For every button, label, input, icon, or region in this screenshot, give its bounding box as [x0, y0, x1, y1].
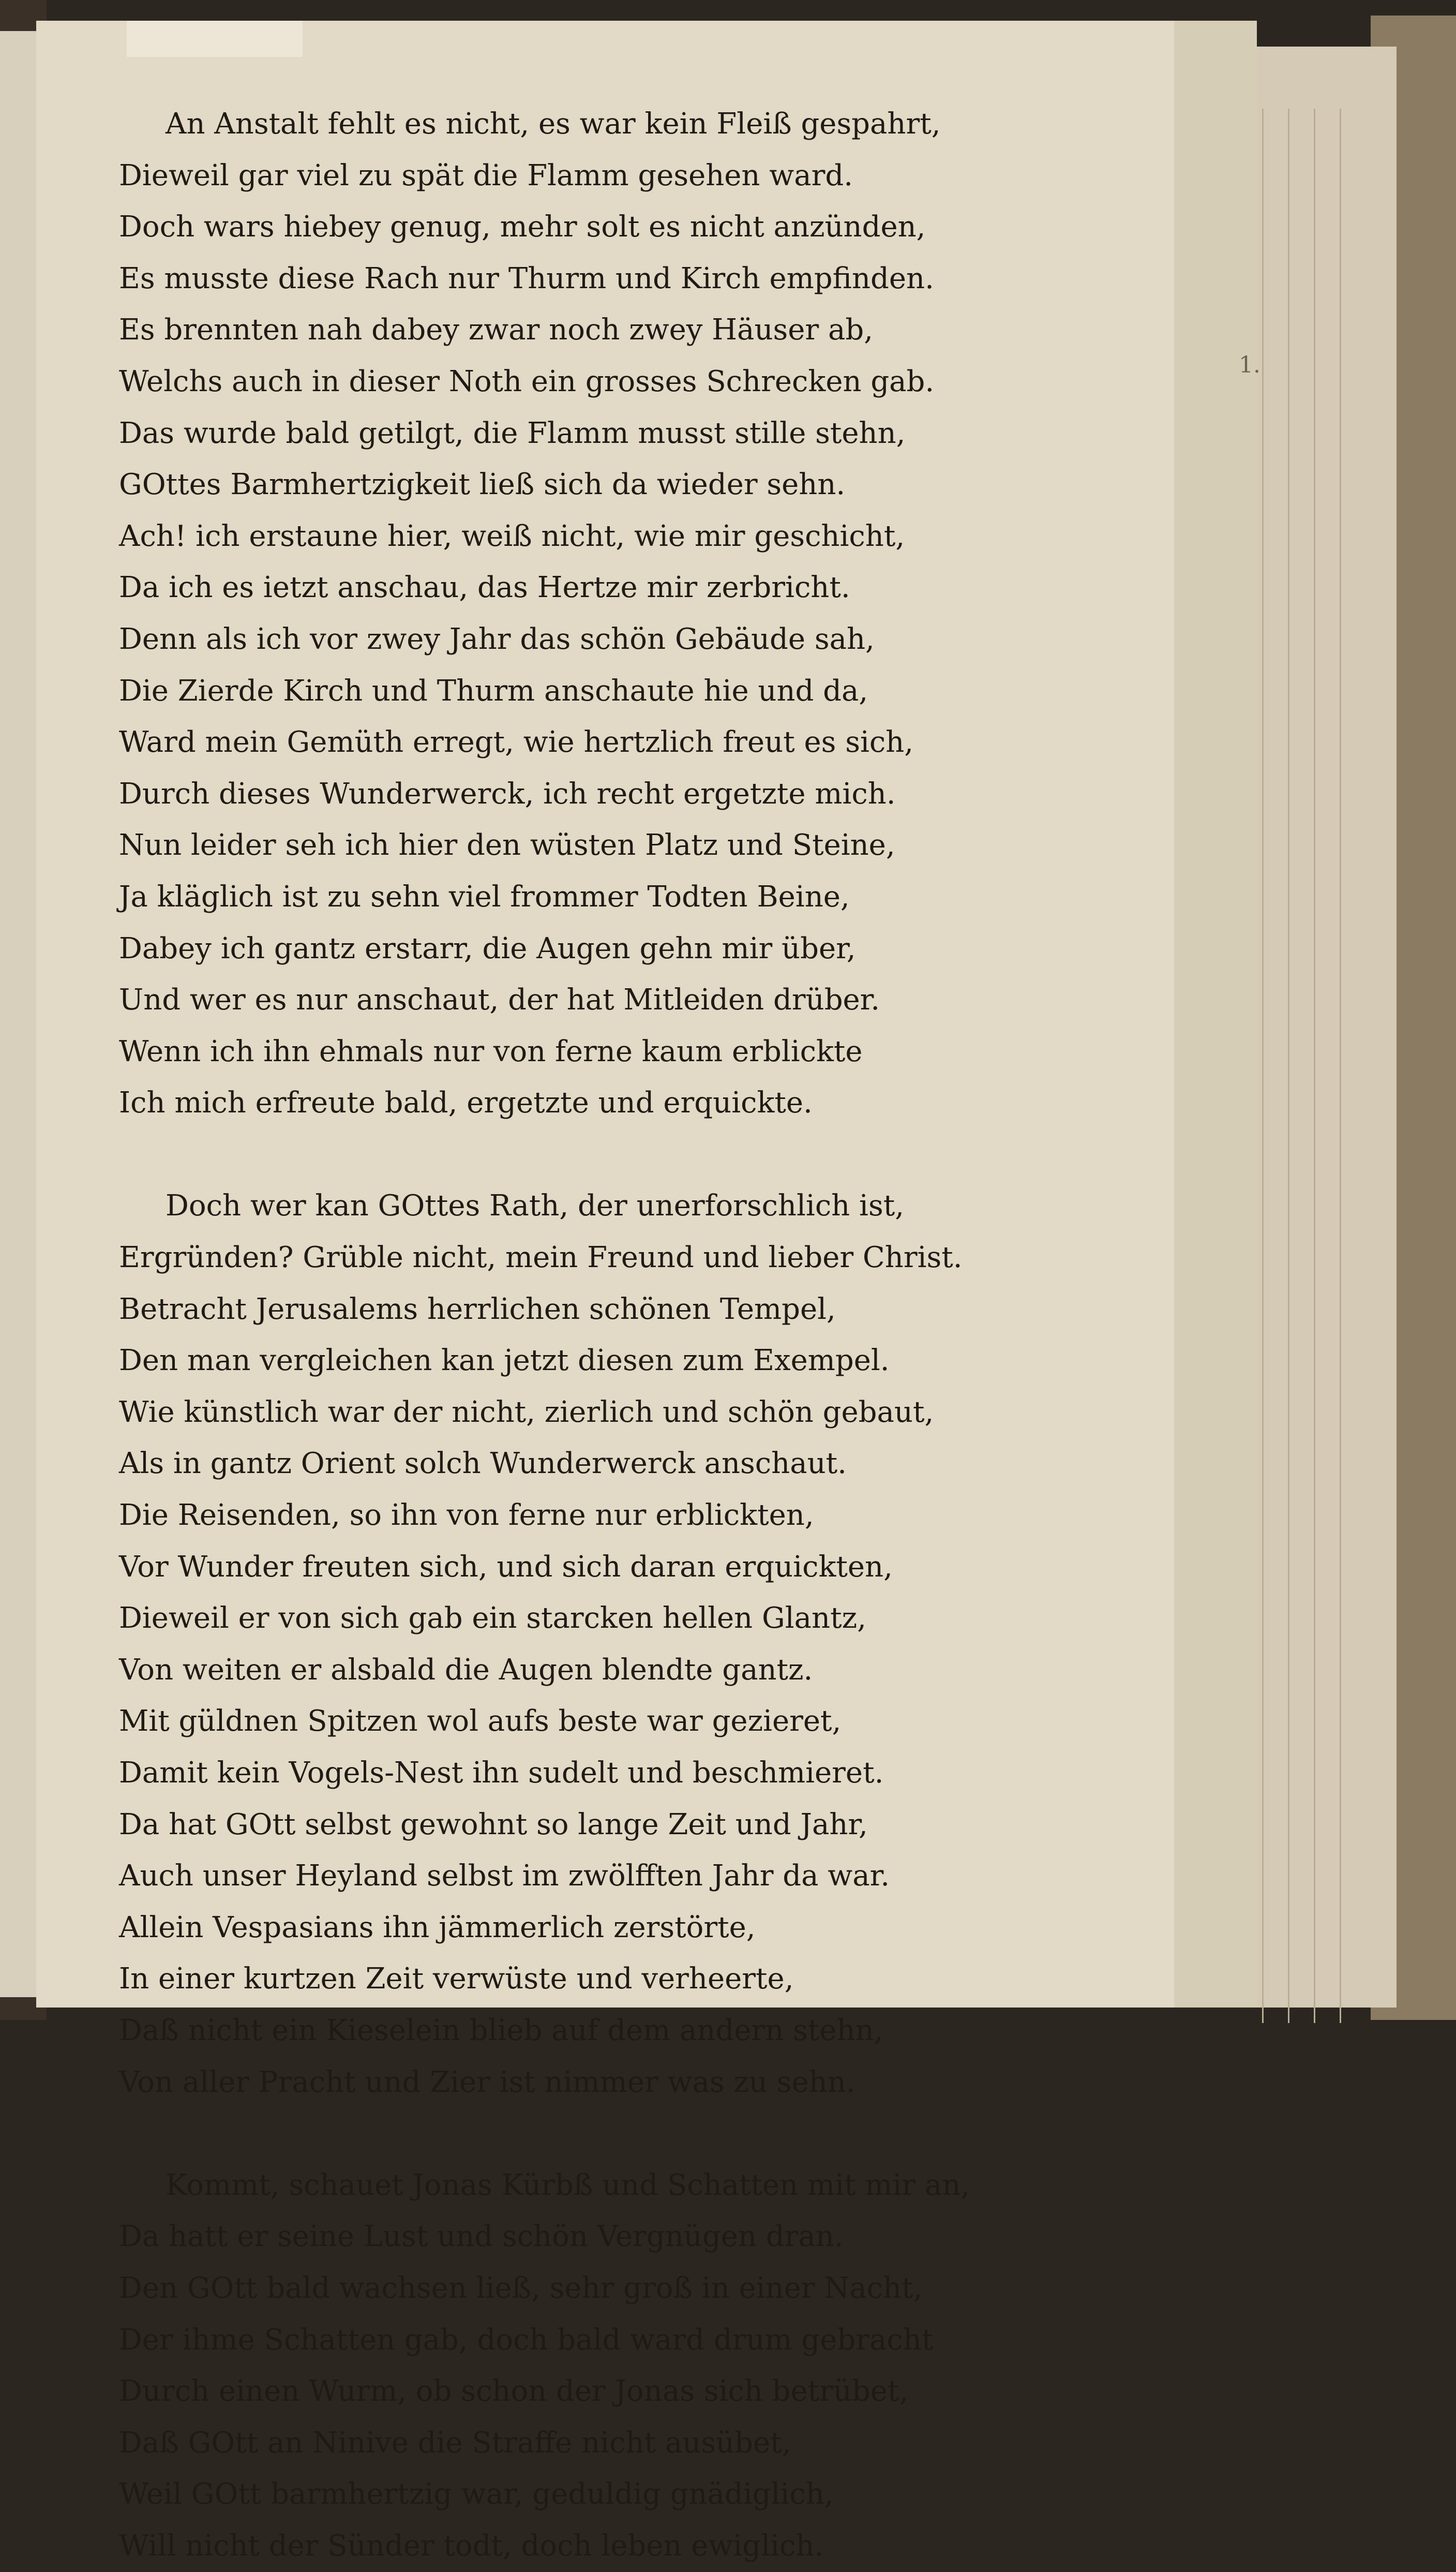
poem-line: Mit güldnen Spitzen wol aufs beste war gezieret,	[119, 1704, 842, 1738]
stanza-gap	[119, 2108, 864, 2160]
poem-line: Wie künstlich war der nicht, zierlich und schön gebaut,	[119, 1395, 934, 1429]
poem-line: Dieweil er von sich gab ein starcken hellen Glantz,	[119, 1601, 866, 1636]
poem-line: Auch unser Heyland selbst im zwölfften Jahr da war.	[119, 1859, 890, 1893]
poem-line: Ach! ich erstaune hier, weiß nicht, wie mir geschicht,	[119, 519, 905, 553]
poem-line: GOttes Barmhertzigkeit ließ sich da wieder sehn.	[119, 468, 846, 502]
poem-line: Da hatt er seine Lust und schön Vergnügen dran.	[119, 2220, 844, 2254]
poem-line: Vor Wunder freuten sich, und sich daran erquickten,	[119, 1550, 893, 1584]
poem-line: Welchs auch in dieser Noth ein grosses Schrecken gab.	[119, 364, 935, 398]
poem-line: Allein Vespasians ihn jämmerlich zerstörte,	[119, 1910, 756, 1944]
poem-line: Die Zierde Kirch und Thurm anschaute hie und da,	[119, 674, 868, 708]
poem-line: An Anstalt fehlt es nicht, es war kein Fleiß gespahrt,	[166, 107, 941, 141]
book-page	[36, 21, 1260, 2563]
poem-line: Nun leider seh ich hier den wüsten Platz und Steine,	[119, 828, 895, 863]
poem-line: Da hat GOtt selbst gewohnt so lange Zeit und Jahr,	[119, 1807, 868, 1841]
page-edge-line	[1288, 109, 1289, 2023]
page-shadow	[1174, 21, 1260, 2008]
poem-line: Daß GOtt an Ninive die Straffe nicht ausübet,	[119, 2426, 791, 2460]
poem-line: Als in gantz Orient solch Wunderwerck anschaut.	[119, 1447, 847, 1481]
page-edge-line	[1262, 109, 1264, 2023]
poem-line: Es musste diese Rach nur Thurm und Kirch empfinden.	[119, 261, 934, 295]
page-mark: 1.	[1239, 352, 1260, 378]
page-stack-edge	[1241, 47, 1397, 2008]
poem-line: Der ihme Schatten gab, doch bald ward drum gebracht	[119, 2323, 934, 2357]
paper-tab	[127, 21, 303, 57]
stanza-gap	[119, 1129, 864, 1181]
poem-line: Den GOtt bald wachsen ließ, sehr groß in einer Nacht,	[119, 2271, 923, 2305]
poem-line: Doch wars hiebey genug, mehr solt es nicht anzünden,	[119, 210, 926, 244]
poem-line: Dabey ich gantz erstarr, die Augen gehn mir über,	[119, 931, 856, 965]
poem-text	[119, 98, 970, 2572]
poem-line: In einer kurtzen Zeit verwüste und verheerte,	[119, 1962, 794, 1996]
poem-line: Durch dieses Wunderwerck, ich recht ergetzte mich.	[119, 777, 896, 811]
poem-line: Von aller Pracht und Zier ist nimmer was zu sehn.	[119, 2065, 855, 2099]
poem-line: Doch wer kan GOttes Rath, der unerforschlich ist,	[166, 1189, 904, 1223]
poem-line: Es brennten nah dabey zwar noch zwey Häuser ab,	[119, 313, 873, 347]
poem-line: Durch einen Wurm, ob schon der Jonas sich betrübet,	[119, 2374, 909, 2409]
left-page-edge	[0, 31, 36, 1997]
poem-line: Damit kein Vogels-Nest ihn sudelt und beschmieret.	[119, 1756, 884, 1790]
page-edge-line	[1314, 109, 1315, 2023]
poem-line: Dieweil gar viel zu spät die Flamm gesehen ward.	[119, 158, 853, 192]
poem-line: Von weiten er alsbald die Augen blendte gantz.	[119, 1653, 813, 1687]
poem-line: Ja kläglich ist zu sehn viel frommer Todten Beine,	[119, 880, 850, 914]
poem-line: Will nicht der Sünder todt, doch leben ewiglich.	[119, 2529, 824, 2563]
poem-line: Ich mich erfreute bald, ergetzte und erquickte.	[119, 1086, 813, 1120]
poem-line: Weil GOtt barmhertzig war, geduldig gnädiglich,	[119, 2477, 834, 2511]
poem-line: Betracht Jerusalems herrlichen schönen Tempel,	[119, 1292, 836, 1326]
poem-line: Denn als ich vor zwey Jahr das schön Gebäude sah,	[119, 622, 875, 656]
poem-line: Ward mein Gemüth erregt, wie hertzlich freut es sich,	[119, 725, 914, 760]
poem-line: Kommt, schauet Jonas Kürbß und Schatten mit mir an,	[166, 2168, 970, 2202]
poem-line: Den man vergleichen kan jetzt diesen zum Exempel.	[119, 1344, 890, 1378]
poem-line: Da ich es ietzt anschau, das Hertze mir zerbricht.	[119, 571, 850, 605]
poem-line: Daß nicht ein Kieselein blieb auf dem andern stehn,	[119, 2013, 883, 2047]
page-edge-line	[1340, 109, 1341, 2023]
poem-line: Ergründen? Grüble nicht, mein Freund und lieber Christ.	[119, 1241, 963, 1275]
poem-line: Wenn ich ihn ehmals nur von ferne kaum erblickte	[119, 1034, 863, 1068]
poem-line: Das wurde bald getilgt, die Flamm musst stille stehn,	[119, 416, 906, 450]
poem-line: Und wer es nur anschaut, der hat Mitleiden drüber.	[119, 983, 880, 1017]
poem-line: Die Reisenden, so ihn von ferne nur erblickten,	[119, 1498, 814, 1533]
